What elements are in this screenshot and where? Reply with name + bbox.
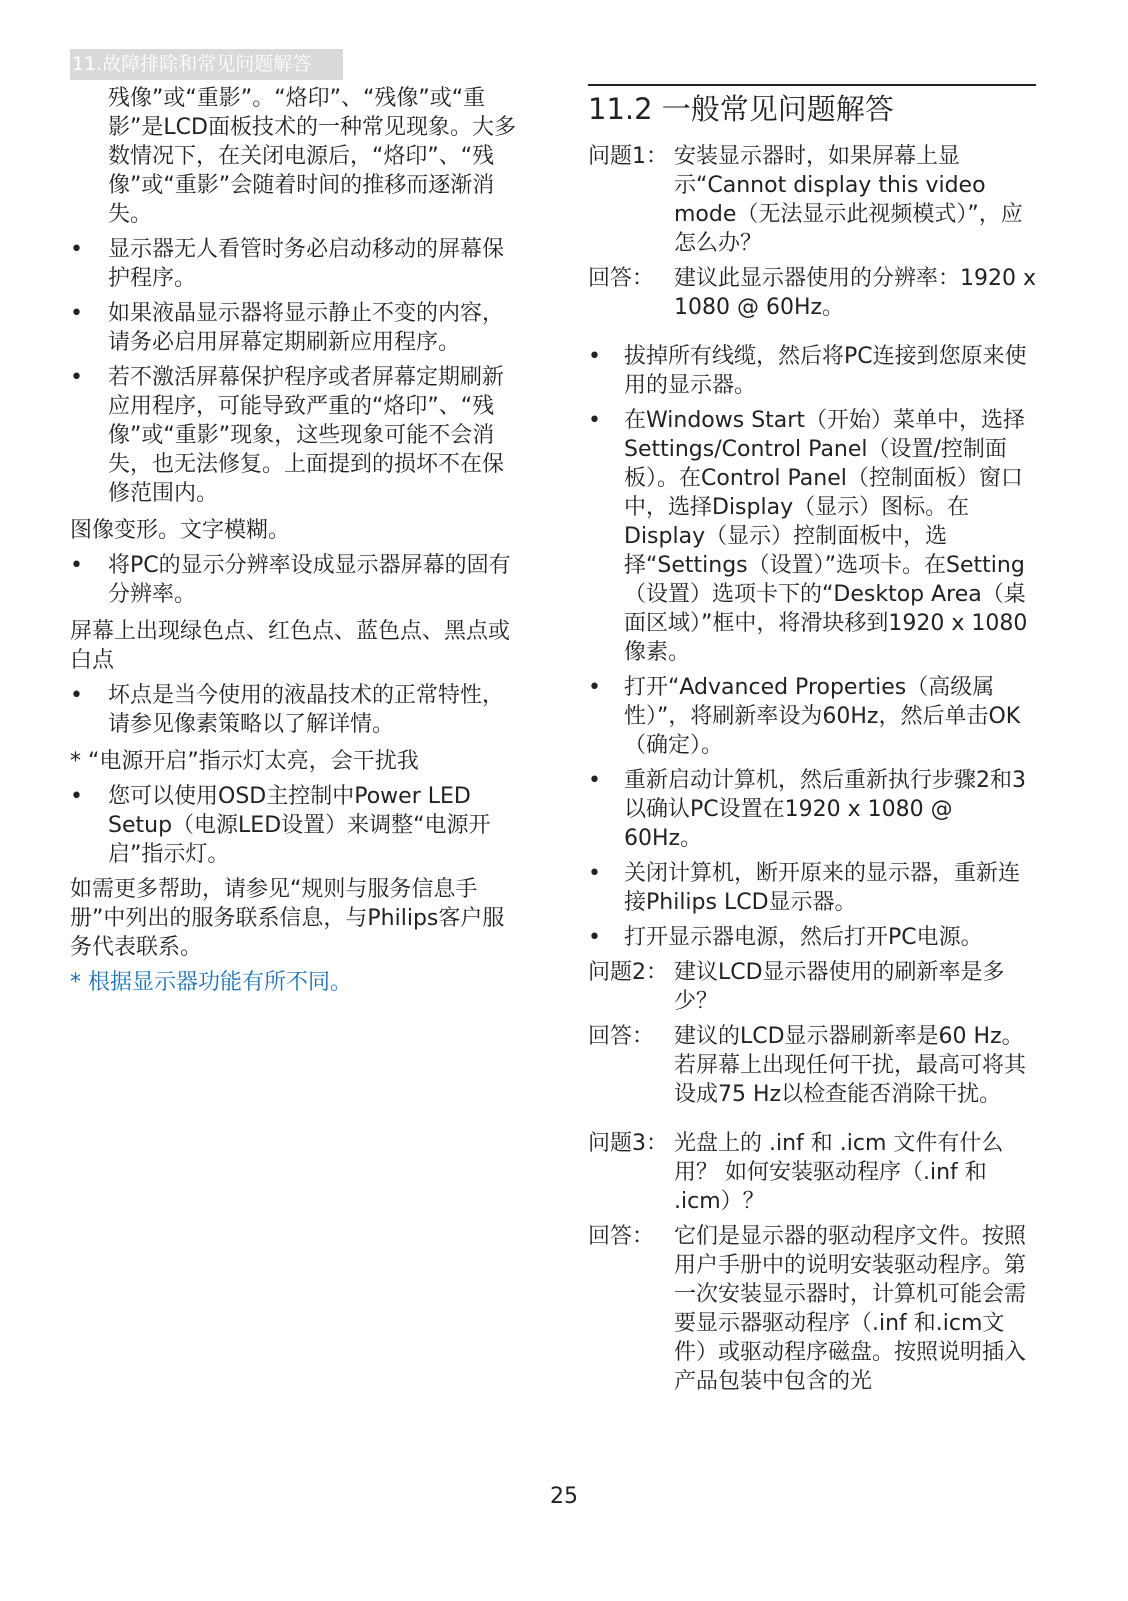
section-header-tab: 11.故障排除和常见问题解答 [70,49,343,80]
question-3 [588,1129,1036,1216]
left-column [70,84,520,1003]
bullet-item [588,923,1036,952]
answer-label: 回答： [588,1024,655,1049]
bullet-text: 将PC的显示分辨率设成显示器屏幕的固有分辨率。 [108,553,511,607]
distortion-heading: 图像变形。文字模糊。 [70,518,291,543]
bullet-item [70,299,520,357]
section-title: 11.2 一般常见问题解答 [588,92,894,126]
page-number: 25 [550,1484,578,1509]
dots-heading: 屏幕上出现绿色点、红色点、蓝色点、黑点或白点 [70,619,511,673]
spacer [588,1115,1036,1129]
help-paragraph: 如需更多帮助，请参见“规则与服务信息手册”中列出的服务联系信息，与Philips客户服务代表联系。 [70,877,505,960]
bullet-marker: • [70,683,83,708]
bullet-marker: • [588,675,601,700]
bullet-text: 打开“Advanced Properties（高级属性）”，将刷新率设为60Hz，然后单击OK（确定）。 [624,675,1021,758]
bullet-item [70,363,520,508]
bullet-item [588,766,1036,853]
answer-label: 回答： [588,1224,655,1249]
answer-1 [588,264,1036,322]
bullet-marker: • [588,861,601,886]
bullet-marker: • [70,784,83,809]
bullet-item [70,235,520,293]
bullet-text: 打开显示器电源，然后打开PC电源。 [624,925,983,950]
bullet-item [588,859,1036,917]
spacer [588,328,1036,342]
question-1 [588,142,1036,258]
bullet-text: 若不激活屏幕保护程序或者屏幕定期刷新应用程序，可能导致严重的“烙印”、“残像”或“重影”现象，这些现象可能不会消失，也无法修复。上面提到的损坏不在保修范围内。 [108,365,505,506]
bullet-item [70,551,520,609]
bullet-text: 坏点是当今使用的液晶技术的正常特性，请参见像素策略以了解详情。 [108,683,505,737]
bullet-marker: • [588,768,601,793]
question-2 [588,958,1036,1016]
bullet-text: 您可以使用OSD主控制中Power LED Setup（电源LED设置）来调整“电源开启”指示灯。 [108,784,491,867]
answer-2 [588,1022,1036,1109]
bullet-item [70,782,520,869]
bullet-marker: • [588,344,601,369]
answer-text: 建议的LCD显示器刷新率是60 Hz。若屏幕上出现任何干扰，最高可将其设成75 Hz以检查能否消除干扰。 [674,1024,1027,1107]
image-retention-paragraph: 残像”或“重影”。“烙印”、“残像”或“重影”是LCD面板技术的一种常见现象。大多数情况下，在关闭电源后，“烙印”、“残像”或“重影”会随着时间的推移而逐渐消失。 [108,86,516,227]
question-text: 安装显示器时，如果屏幕上显示“Cannot display this video mode（无法显示此视频模式）”，应怎么办？ [674,144,1023,256]
answer-3 [588,1222,1036,1396]
bullet-text: 关闭计算机，断开原来的显示器，重新连接Philips LCD显示器。 [624,861,1021,915]
bullet-item [588,342,1036,400]
bullet-text: 如果液晶显示器将显示静止不变的内容，请务必启用屏幕定期刷新应用程序。 [108,301,505,355]
bullet-item [70,681,520,739]
question-text: 建议LCD显示器使用的刷新率是多少？ [674,960,1005,1014]
bullet-text: 重新启动计算机，然后重新执行步骤2和3以确认PC设置在1920 x 1080 @ 60Hz。 [624,768,1026,851]
bullet-item [588,406,1036,667]
bullet-marker: • [70,237,83,262]
bullet-marker: • [588,408,601,433]
answer-text: 建议此显示器使用的分辨率：1920 x 1080 @ 60Hz。 [674,266,1037,320]
bullet-text: 显示器无人看管时务必启动移动的屏幕保护程序。 [108,237,505,291]
answer-text: 它们是显示器的驱动程序文件。按照用户手册中的说明安装驱动程序。第一次安装显示器时，计算机可能会需要显示器驱动程序（.inf 和.icm文件）或驱动程序磁盘。按照说明插入产品包装中包含的光 [674,1224,1027,1394]
bullet-text: 在Windows Start（开始）菜单中，选择Settings/Control Panel（设置/控制面板）。在Control Panel（控制面板）窗口中，选择Display（显示）图标。在Display（显示）控制面板中，选择“Settings（设置）”选项卡。在Setting（设置）选项卡下的“Desktop Area（桌面区域）”框中，将滑块移到1920 x 1080 像素。 [624,408,1028,665]
right-column [588,84,1036,1402]
bullet-marker: • [70,365,83,390]
question-label: 问题3： [588,1131,668,1156]
power-led-heading: * “电源开启”指示灯太亮，会干扰我 [70,749,419,774]
bullet-item [588,673,1036,760]
bullet-marker: • [588,925,601,950]
section-rule [588,84,1036,86]
bullet-marker: • [70,301,83,326]
bullet-text: 拔掉所有线缆，然后将PC连接到您原来使用的显示器。 [624,344,1027,398]
question-label: 问题2： [588,960,668,985]
question-label: 问题1： [588,144,668,169]
bullet-marker: • [70,553,83,578]
question-text: 光盘上的 .inf 和 .icm 文件有什么用？ 如何安装驱动程序（.inf 和 .icm）？ [674,1131,1004,1214]
footnote: * 根据显示器功能有所不同。 [70,970,352,995]
answer-label: 回答： [588,266,655,291]
